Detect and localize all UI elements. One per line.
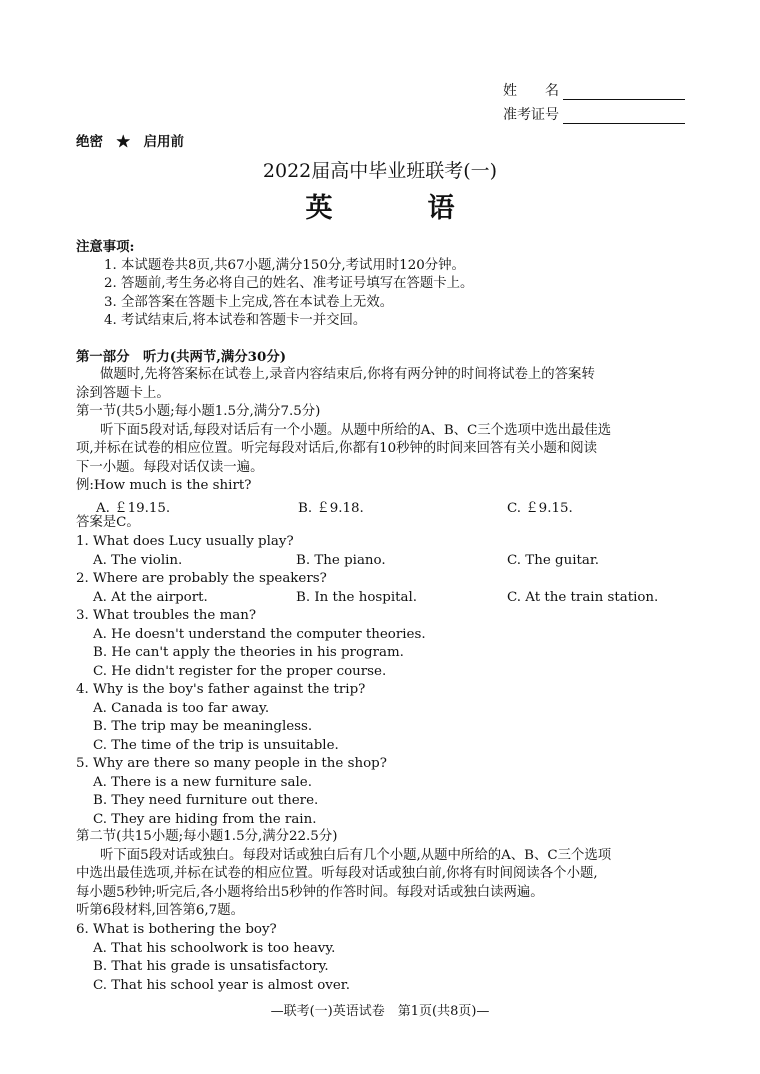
q4-option-a: A. Canada is too far away. [93, 701, 270, 716]
q6-option-c: C. That his school year is almost over. [93, 978, 350, 993]
section2-intro: 中选出最佳选项,并标在试卷的相应位置。听每段对话或独白前,你将有时间阅读各个小题, [76, 866, 598, 881]
name-field [503, 80, 685, 100]
q1-option-b: B. The piano. [296, 553, 386, 568]
q5-option-c: C. They are hiding from the rain. [93, 812, 317, 827]
question-4: 4. Why is the boy's father against the trip? [76, 682, 366, 697]
q5-option-a: A. There is a new furniture sale. [93, 775, 312, 790]
exam-id-label: 准考证号 [503, 107, 559, 123]
q3-option-c: C. He didn't register for the proper course. [93, 664, 387, 679]
question-3: 3. What troubles the man? [76, 608, 257, 623]
section2-intro: 听下面5段对话或独白。每段对话或独白后有几个小题,从题中所给的A、B、C三个选项 [100, 848, 612, 863]
material6-instruction: 听第6段材料,回答第6,7题。 [76, 903, 244, 918]
q1-option-c: C. The guitar. [507, 553, 600, 568]
question-5: 5. Why are there so many people in the shop? [76, 756, 387, 771]
notice-item: 4. 考试结束后,将本试卷和答题卡一并交回。 [104, 313, 367, 328]
page-footer: —联考(一)英语试卷 第1页(共8页)— [270, 1004, 490, 1019]
exam-id-field [503, 104, 685, 124]
notice-item: 1. 本试题卷共8页,共67小题,满分150分,考试用时120分钟。 [104, 258, 465, 273]
example-question: 例:How much is the shirt? [76, 478, 252, 493]
section1-intro: 项,并标在试卷的相应位置。听完每段对话后,你都有10秒钟的时间来回答有关小题和阅读 [76, 441, 598, 456]
section1-intro: 下一小题。每段对话仅读一遍。 [76, 460, 264, 475]
q5-option-b: B. They need furniture out there. [93, 793, 319, 808]
q3-option-b: B. He can't apply the theories in his program. [93, 645, 404, 660]
section2-heading: 第二节(共15小题;每小题1.5分,满分22.5分) [76, 829, 338, 844]
part1-heading: 第一部分 听力(共两节,满分30分) [76, 349, 287, 365]
subject-title: 英 语 [305, 193, 489, 224]
secret-mark: 绝密 ★ 启用前 [76, 134, 184, 150]
q6-option-b: B. That his grade is unsatisfactory. [93, 959, 329, 974]
part1-intro: 涂到答题卡上。 [76, 386, 170, 401]
q1-option-a: A. The violin. [93, 553, 183, 568]
q3-option-a: A. He doesn't understand the computer theories. [93, 627, 426, 642]
section2-intro: 每小题5秒钟;听完后,各小题将给出5秒钟的作答时间。每段对话或独白读两遍。 [76, 885, 544, 900]
q6-option-a: A. That his schoolwork is too heavy. [93, 941, 336, 956]
question-6: 6. What is bothering the boy? [76, 922, 277, 937]
question-1: 1. What does Lucy usually play? [76, 534, 294, 549]
notice-item: 3. 全部答案在答题卡上完成,答在本试卷上无效。 [104, 295, 394, 310]
exam-title: 2022届高中毕业班联考(一) [262, 160, 498, 182]
section1-heading: 第一节(共5小题;每小题1.5分,满分7.5分) [76, 404, 321, 419]
part1-intro: 做题时,先将答案标在试卷上,录音内容结束后,你将有两分钟的时间将试卷上的答案转 [100, 367, 595, 382]
example-answer: 答案是C。 [76, 515, 140, 530]
exam-id-underline [563, 109, 685, 124]
q4-option-c: C. The time of the trip is unsuitable. [93, 738, 339, 753]
q2-option-b: B. In the hospital. [296, 590, 418, 605]
q2-option-c: C. At the train station. [507, 590, 659, 605]
q2-option-a: A. At the airport. [93, 590, 208, 605]
section1-intro: 听下面5段对话,每段对话后有一个小题。从题中所给的A、B、C三个选项中选出最佳选 [100, 423, 612, 438]
notice-item: 2. 答题前,考生务必将自己的姓名、准考证号填写在答题卡上。 [104, 276, 474, 291]
example-option-b: B. ￡9.18. [298, 501, 364, 516]
notice-heading: 注意事项: [76, 239, 135, 255]
q4-option-b: B. The trip may be meaningless. [93, 719, 313, 734]
example-option-c: C. ￡9.15. [507, 501, 573, 516]
name-underline [563, 85, 685, 100]
example-option-a: A. ￡19.15. [96, 501, 171, 516]
question-2: 2. Where are probably the speakers? [76, 571, 327, 586]
name-label: 姓 名 [503, 83, 559, 99]
